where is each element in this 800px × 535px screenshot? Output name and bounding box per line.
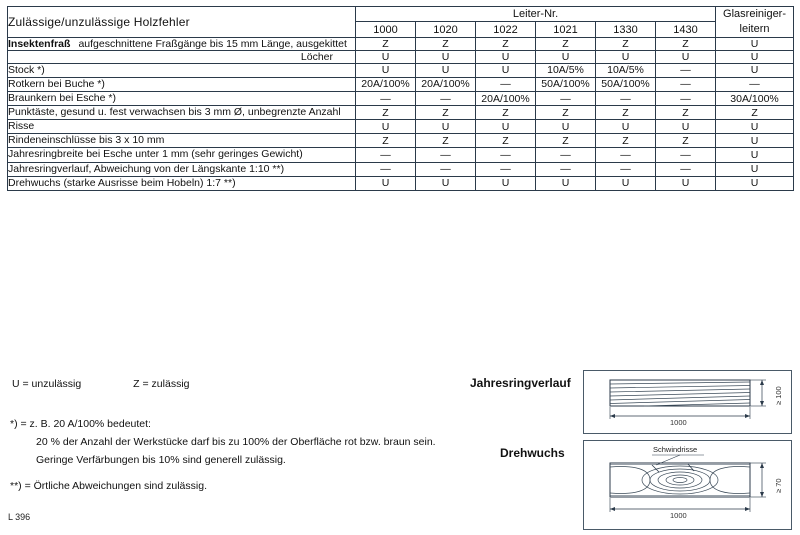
cell-value: Z [596,37,656,50]
cell-value: 20A/100% [476,91,536,105]
figure-2-height-label: ≥ 70 [774,478,783,493]
legend-row [12,378,190,390]
cell-value: Z [656,37,716,50]
row-label-loecher: Löcher [8,50,356,63]
cell-value: U [716,176,794,190]
cell-value: Z [476,134,536,148]
glas-line1: Glasreiniger- [723,8,787,20]
cell-value: Z [656,106,716,120]
cell-value: — [596,148,656,162]
cell-value: U [416,176,476,190]
cell-value: U [716,120,794,134]
column-header-1022: 1022 [476,22,536,37]
table-title-cell: Zulässige/unzulässige Holzfehler [8,7,356,38]
row-label-rindeneinschluesse: Rindeneinschlüsse bis 3 x 10 mm [8,134,356,148]
figure-2-drawing [584,441,791,529]
table-header-row-1 [8,7,794,22]
footnote-1a: 20 % der Anzahl der Werkstücke darf bis zu 100% der Oberfläche rot bzw. braun sein. [36,435,436,448]
figure-1-title: Jahresringverlauf [470,376,571,390]
cell-value: Z [536,37,596,50]
cell-value: U [476,50,536,63]
figure-1-drawing [584,371,791,433]
footnote-2: **) = Örtliche Abweichungen sind zulässig. [10,480,207,493]
table-row [8,37,794,50]
cell-value: U [656,50,716,63]
cell-value: U [596,176,656,190]
table-row [8,106,794,120]
cell-value: 20A/100% [416,77,476,91]
cell-value: 30A/100% [716,91,794,105]
column-header-1021: 1021 [536,22,596,37]
cell-value: — [416,91,476,105]
row-label-jahresringverlauf: Jahresringverlauf, Abweichung von der Längskante 1:10 **) [8,162,356,176]
document-code: L 396 [8,512,31,522]
column-header-glasreinigerleitern [716,7,794,38]
table-row [8,63,794,77]
row-label-insektenfrass [8,37,356,50]
row-label-braunkern-esche: Braunkern bei Esche *) [8,91,356,105]
cell-value: U [716,63,794,77]
cell-value: Z [596,134,656,148]
cell-value: Z [476,37,536,50]
cell-value: Z [476,106,536,120]
cell-value: Z [656,134,716,148]
cell-value: Z [536,134,596,148]
legend-unzulaessig: U = unzulässig [12,378,82,390]
cell-value: — [536,91,596,105]
row-label-risse: Risse [8,120,356,134]
footnote-1: *) = z. B. 20 A/100% bedeutet: [10,418,151,430]
cell-value: Z [416,134,476,148]
defects-table-container [7,6,793,191]
footnote-1b: Geringe Verfärbungen bis 10% sind generell zulässig. [36,453,286,466]
cell-value: — [416,162,476,176]
legend [12,378,190,392]
cell-value: — [656,77,716,91]
group-header-leiter-nr: Leiter-Nr. [356,7,716,22]
figure-2-width-label: 1000 [670,511,687,520]
legend-zulaessig: Z = zulässig [133,378,190,390]
cell-value: Z [356,37,416,50]
footnotes [10,417,480,497]
row-label-drehwuchs: Drehwuchs (starke Ausrisse beim Hobeln) 1:7 **) [8,176,356,190]
cell-value: U [356,120,416,134]
column-header-1000: 1000 [356,22,416,37]
cell-value: Z [356,106,416,120]
cell-value: — [476,162,536,176]
cell-value: U [476,63,536,77]
cell-value: Z [596,106,656,120]
figure-1-height-label: ≥ 100 [774,386,783,405]
row-sublabel-text: aufgeschnittene Fraßgänge bis 15 mm Länge, ausgekittet [78,37,347,50]
cell-value: U [536,120,596,134]
cell-value: — [356,162,416,176]
cell-value: — [356,91,416,105]
cell-value: U [416,50,476,63]
row-label-rotkern-buche: Rotkern bei Buche *) [8,77,356,91]
table-row [8,162,794,176]
cell-value: U [416,120,476,134]
cell-value: — [596,91,656,105]
cell-value: U [596,50,656,63]
figure-2-callout-schwindrisse: Schwindrisse [653,445,698,454]
figure-2-title: Drehwuchs [500,446,565,460]
table-row [8,120,794,134]
row-label-stock: Stock *) [8,63,356,77]
row-label-text: Insektenfraß [8,37,71,50]
table-row [8,50,794,63]
table-row [8,134,794,148]
cell-value: U [356,63,416,77]
column-header-1330: 1330 [596,22,656,37]
cell-value: U [656,120,716,134]
figure-1-width-label: 1000 [670,418,687,427]
cell-value: Z [416,37,476,50]
glas-line2: leitern [739,22,770,35]
cell-value: — [596,162,656,176]
cell-value: — [416,148,476,162]
cell-value: 50A/100% [596,77,656,91]
figure-2-box [583,440,792,530]
table-row [8,91,794,105]
cell-value: U [476,120,536,134]
cell-value: — [476,77,536,91]
cell-value: — [656,148,716,162]
cell-value: Z [536,106,596,120]
cell-value: — [536,148,596,162]
table-row [8,148,794,162]
cell-value: Z [416,106,476,120]
row-label-jahresringbreite: Jahresringbreite bei Esche unter 1 mm (sehr geringes Gewicht) [8,148,356,162]
figure-1-box [583,370,792,434]
cell-value: U [716,134,794,148]
cell-value: U [716,37,794,50]
table-row [8,176,794,190]
column-header-1020: 1020 [416,22,476,37]
cell-value: U [356,176,416,190]
cell-value: — [656,91,716,105]
table-row [8,77,794,91]
cell-value: Z [716,106,794,120]
cell-value: U [596,120,656,134]
cell-value: U [716,162,794,176]
cell-value: U [716,50,794,63]
cell-value: U [536,50,596,63]
cell-value: Z [356,134,416,148]
cell-value: 10A/5% [596,63,656,77]
cell-value: U [416,63,476,77]
cell-value: U [656,176,716,190]
cell-value: U [476,176,536,190]
column-header-1430: 1430 [656,22,716,37]
cell-value: — [536,162,596,176]
cell-value: — [356,148,416,162]
defects-table [7,6,794,191]
cell-value: — [656,63,716,77]
cell-value: 50A/100% [536,77,596,91]
cell-value: — [716,77,794,91]
cell-value: — [476,148,536,162]
cell-value: U [716,148,794,162]
row-label-punktaeste: Punktäste, gesund u. fest verwachsen bis 3 mm Ø, unbegrenzte Anzahl [8,106,356,120]
cell-value: 20A/100% [356,77,416,91]
cell-value: 10A/5% [536,63,596,77]
cell-value: U [356,50,416,63]
cell-value: — [656,162,716,176]
cell-value: U [536,176,596,190]
